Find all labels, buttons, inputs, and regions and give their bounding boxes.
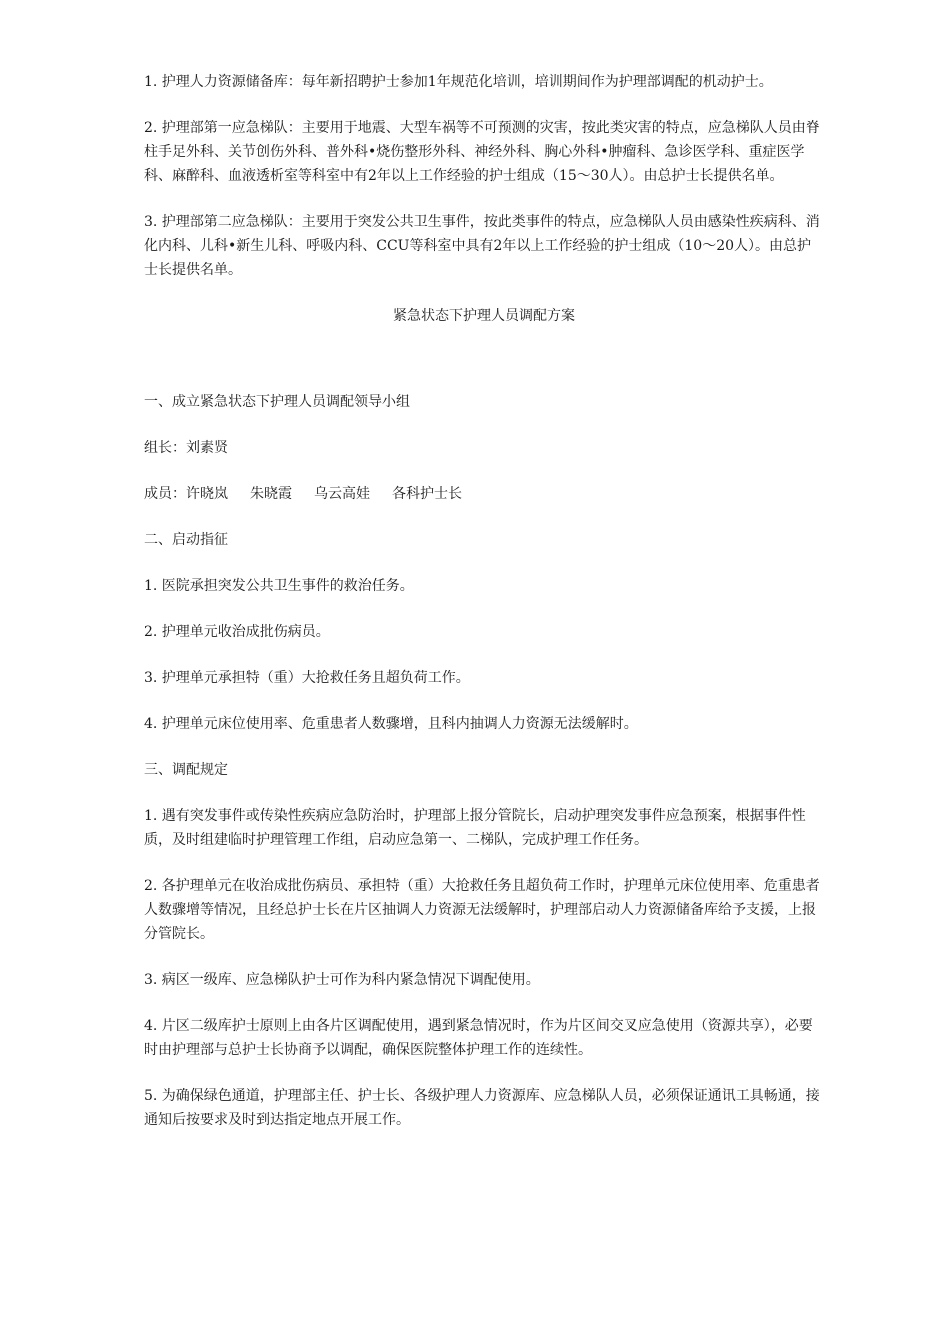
members-line (144, 482, 824, 506)
trigger-item: 4. 护理单元床位使用率、危重患者人数骤增，且科内抽调人力资源无法缓解时。 (144, 716, 638, 732)
member-name: 各科护士长 (392, 486, 462, 502)
section-1-heading: 一、成立紧急状态下护理人员调配领导小组 (144, 394, 410, 410)
member-name: 许晓岚 (186, 486, 228, 502)
rule-item: 2. 各护理单元在收治成批伤病员、承担特（重）大抢救任务且超负荷工作时，护理单元床位使用率、危重患者人数骤增等情况，且经总护士长在片区抽调人力资源无法缓解时，护理部启动人力资源储备库给予支援，上报分管院长。 (144, 878, 820, 942)
intro-paragraph-3: 3. 护理部第二应急梯队：主要用于突发公共卫生事件，按此类事件的特点，应急梯队人员由感染性疾病科、消化内科、儿科•新生儿科、呼吸内科、CCU等科室中具有2年以上工作经验的护士组成（10～20人）。由总护士长提供名单。 (144, 214, 820, 278)
section-2-heading: 二、启动指征 (144, 532, 228, 548)
member-name: 乌云高娃 (314, 486, 370, 502)
rule-item: 5. 为确保绿色通道，护理部主任、护士长、各级护理人力资源库、应急梯队人员，必须保证通讯工具畅通，接通知后按要求及时到达指定地点开展工作。 (144, 1088, 820, 1128)
members-label: 成员： (144, 486, 186, 502)
trigger-item: 2. 护理单元收治成批伤病员。 (144, 624, 330, 640)
leader-line: 组长：刘素贤 (144, 440, 228, 456)
trigger-item: 1. 医院承担突发公共卫生事件的救治任务。 (144, 578, 414, 594)
intro-paragraph-1: 1. 护理人力资源储备库：每年新招聘护士参加1年规范化培训，培训期间作为护理部调配的机动护士。 (144, 74, 773, 90)
rule-item: 1. 遇有突发事件或传染性疾病应急防治时，护理部上报分管院长，启动护理突发事件应急预案，根据事件性质，及时组建临时护理管理工作组，启动应急第一、二梯队，完成护理工作任务。 (144, 808, 806, 848)
rule-item: 3. 病区一级库、应急梯队护士可作为科内紧急情况下调配使用。 (144, 972, 540, 988)
trigger-item: 3. 护理单元承担特（重）大抢救任务且超负荷工作。 (144, 670, 470, 686)
rule-item: 4. 片区二级库护士原则上由各片区调配使用，遇到紧急情况时，作为片区间交叉应急使用（资源共享），必要时由护理部与总护士长协商予以调配，确保医院整体护理工作的连续性。 (144, 1018, 813, 1058)
document-title: 紧急状态下护理人员调配方案 (393, 308, 575, 324)
document-page (144, 70, 824, 1154)
section-3-heading: 三、调配规定 (144, 762, 228, 778)
member-name: 朱晓霞 (250, 486, 292, 502)
intro-paragraph-2: 2. 护理部第一应急梯队：主要用于地震、大型车祸等不可预测的灾害，按此类灾害的特点，应急梯队人员由脊柱手足外科、关节创伤外科、普外科•烧伤整形外科、神经外科、胸心外科•肿瘤科、急诊医学科、重症医学科、麻醉科、血液透析室等科室中有2年以上工作经验的护士组成（15～30人）。由总护士长提供名单。 (144, 120, 820, 184)
